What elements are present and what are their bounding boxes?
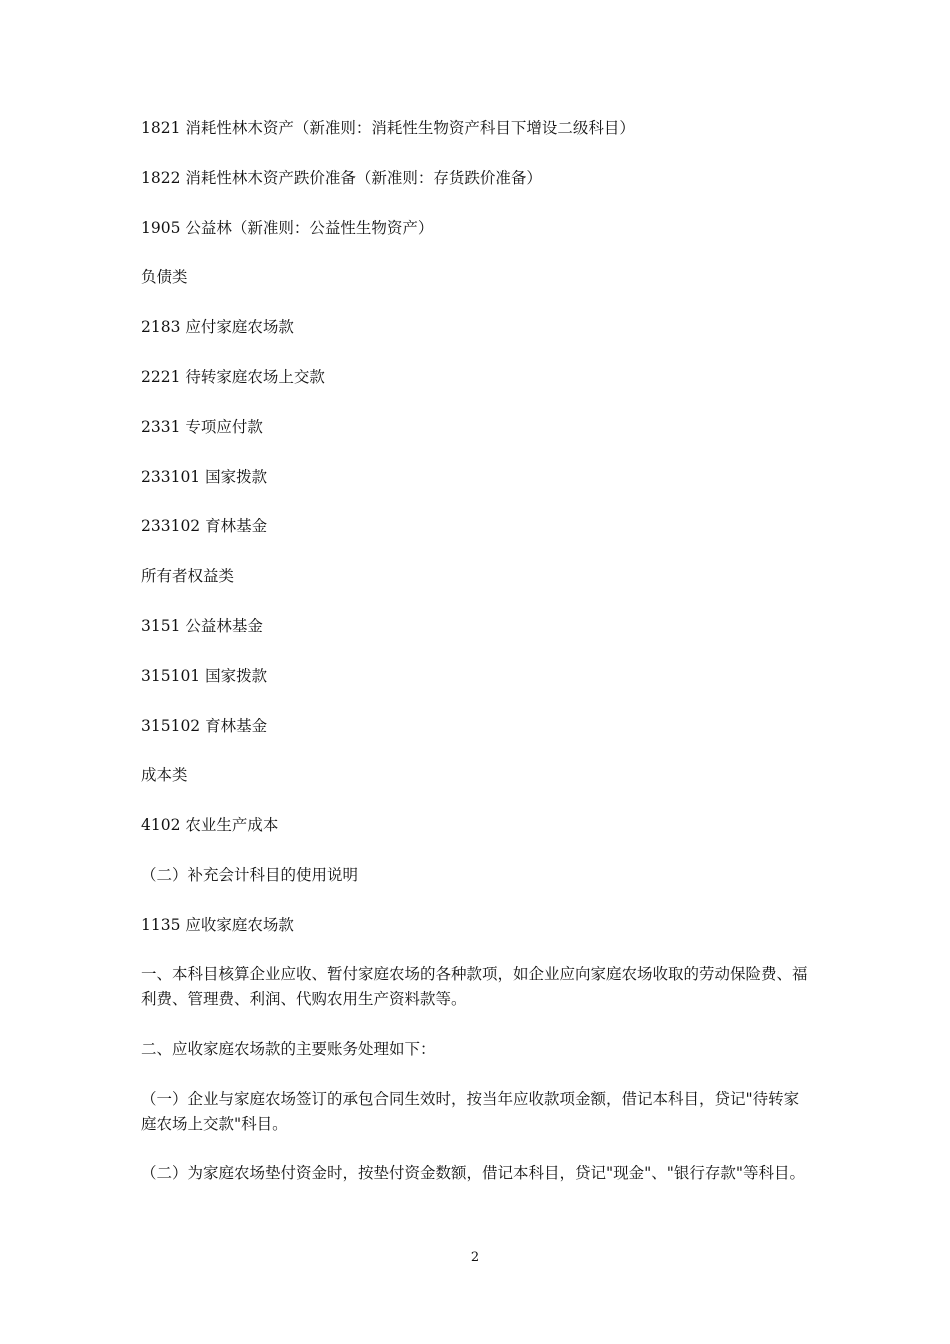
account-line-4102: 4102 农业生产成本 [141, 816, 279, 834]
account-line-233101: 233101 国家拨款 [141, 468, 268, 486]
paragraph-treatment-heading: 二、应收家庭农场款的主要账务处理如下： [141, 1040, 436, 1058]
account-line-2183: 2183 应付家庭农场款 [141, 318, 294, 336]
account-line-1822: 1822 消耗性林木资产跌价准备（新准则：存货跌价准备） [141, 169, 542, 187]
account-line-1905: 1905 公益林（新准则：公益性生物资产） [141, 219, 434, 237]
paragraph-advance: （二）为家庭农场垫付资金时，按垫付资金数额，借记本科目，贷记"现金"、"银行存款"等科目。 [141, 1164, 806, 1182]
account-line-2331: 2331 专项应付款 [141, 418, 263, 436]
account-line-315101: 315101 国家拨款 [141, 667, 268, 685]
section-heading-usage: （二）补充会计科目的使用说明 [141, 866, 359, 884]
category-heading-liabilities: 负债类 [141, 268, 188, 286]
account-line-2221: 2221 待转家庭农场上交款 [141, 368, 325, 386]
account-line-315102: 315102 育林基金 [141, 717, 268, 735]
paragraph-contract: （一）企业与家庭农场签订的承包合同生效时，按当年应收款项金额，借记本科目，贷记"待转家庭农场上交款"科目。 [141, 1090, 800, 1133]
category-heading-equity: 所有者权益类 [141, 567, 235, 585]
category-heading-cost: 成本类 [141, 766, 188, 784]
page-number: 2 [470, 1250, 480, 1265]
paragraph-scope: 一、本科目核算企业应收、暂付家庭农场的各种款项，如企业应向家庭农场收取的劳动保险费、福利费、管理费、利润、代购农用生产资料款等。 [141, 965, 808, 1008]
account-line-233102: 233102 育林基金 [141, 517, 268, 535]
account-line-1821: 1821 消耗性林木资产（新准则：消耗性生物资产科目下增设二级科目） [141, 119, 635, 137]
account-line-1135: 1135 应收家庭农场款 [141, 916, 294, 934]
account-line-3151: 3151 公益林基金 [141, 617, 263, 635]
